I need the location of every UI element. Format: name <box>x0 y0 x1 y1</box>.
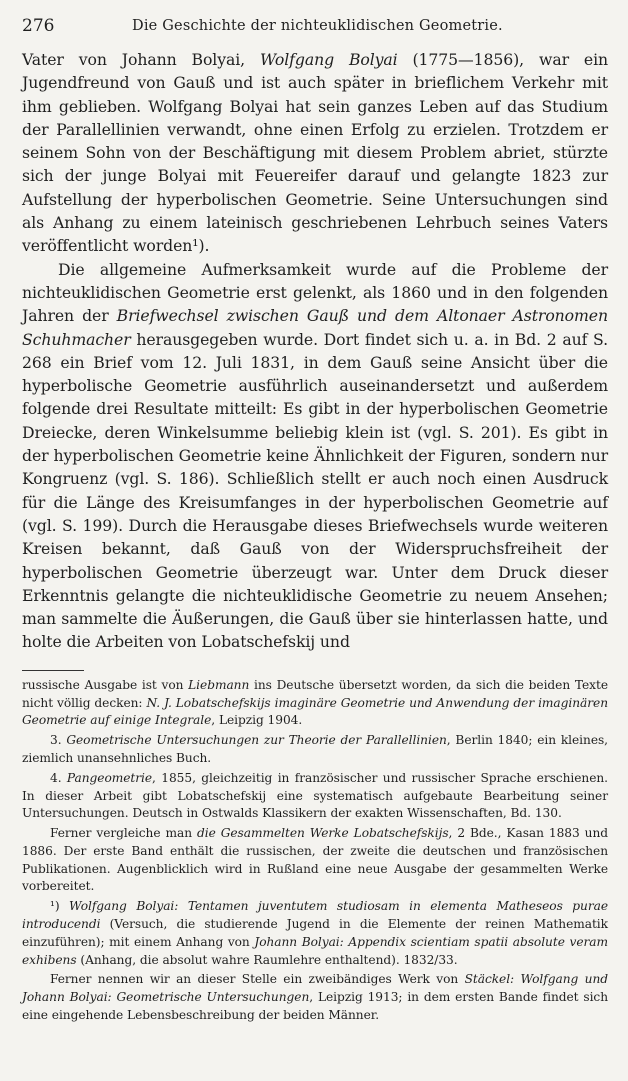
footnote-1-addendum <box>22 971 608 1024</box>
text-span: ¹) <box>50 899 70 914</box>
page-number: 276 <box>22 16 55 36</box>
footnotes <box>22 677 608 1025</box>
text-span: (Versuch, die studierende Jugend in die Elemente der reinen Mathematik einzuführen); mit einem Anhang von <box>22 917 608 949</box>
footnote-divider <box>22 670 84 671</box>
text-span: , Berlin 1840; ein kleines, ziemlich unansehnliches Buch. <box>22 733 609 765</box>
footnote-3 <box>22 732 608 768</box>
italic-span: Pangeometrie <box>66 770 153 785</box>
main-text <box>22 48 608 654</box>
text-span: , 1855, gleichzeitig in französischer und russischer Sprache erschienen. In dieser Arbeit gibt Lobatschefskij eine systematisch aufgebaute Bearbeitung seiner Untersuchungen. Deutsch in Ostwalds Klassikern der exakten Wissenschaften, Bd. 130. <box>22 770 608 821</box>
text-span: russische Ausgabe ist von <box>22 677 189 692</box>
italic-span: die Gesammelten Werke Lobatschefskijs <box>196 826 449 841</box>
italic-span: Wolfgang Bolyai <box>259 50 398 69</box>
italic-span: N. J. Lobatschefskijs imaginäre Geometrie und Anwendung der imaginären Geometrie auf einige Integrale <box>22 695 608 728</box>
italic-span: Briefwechsel zwischen Gauß und dem Altonaer Astronomen Schuhmacher <box>22 306 608 349</box>
footnote-4-addendum <box>22 825 608 896</box>
text-span: Ferner vergleiche man <box>50 826 197 841</box>
text-span: , Leipzig 1913; in dem ersten Bande findet sich eine eingehende Lebensbeschreibung der beiden Männer. <box>22 990 608 1023</box>
paragraph-2 <box>22 258 608 654</box>
text-span: 4. <box>50 770 67 785</box>
text-span: (1775—1856), war ein Jugendfreund von Gauß und ist auch später in brieflichem Verkehr mit ihm geblieben. Wolfgang Bolyai hat sein ganzes Leben auf das Studium der Parallellinien verwandt, ohne einen Erfolg zu erzielen. Trotzdem er seinem Sohn von der Beschäftigung mit diesem Problem abriet, stürzte sich der junge Bolyai mit Feuereifer darauf und gelangte 1823 zur Aufstellung der hyperbolischen Geometrie. Seine Untersuchungen sind als Anhang zu einem lateinisch geschriebenen Lehrbuch seines Vaters veröffentlicht worden¹). <box>22 50 609 256</box>
footnote-4 <box>22 770 608 823</box>
page-header <box>22 14 608 42</box>
running-head: Die Geschichte der nichteuklidischen Geometrie. <box>132 18 503 34</box>
italic-span: Geometrische Untersuchungen zur Theorie der Parallellinien <box>66 733 447 748</box>
italic-span: Wolfgang Bolyai: Tentamen juventutem studiosam in elementa Matheseos purae introducendi <box>22 899 608 932</box>
text-span: Die allgemeine Aufmerksamkeit wurde auf die Probleme der nichteuklidischen Geometrie erst gelenkt, als 1860 und in den folgenden Jahren der <box>22 259 608 326</box>
footnote-continued <box>22 677 608 730</box>
italic-span: Johann Bolyai: Appendix scientiam spatii absolute veram exhibens <box>22 934 608 967</box>
italic-span: Stäckel: Wolfgang und Johann Bolyai: Geometrische Untersuchungen <box>22 972 608 1005</box>
text-span: ins Deutsche übersetzt worden, da sich die beiden Texte nicht völlig decken: <box>22 677 609 710</box>
paragraph-1 <box>22 48 608 258</box>
footnote-1 <box>22 898 608 969</box>
text-span: , Leipzig 1904. <box>211 713 303 728</box>
text-span: herausgegeben wurde. Dort findet sich u. a. in Bd. 2 auf S. 268 ein Brief vom 12. Juli 1831, in dem Gauß seine Ansicht über die hyperbolische Geometrie ausführlich auseinandersetzt und außerdem folgende drei Resultate mitteilt: Es gibt in der hyperbolischen Geometrie Dreiecke, deren Winkelsumme beliebig klein ist (vgl. S. 201). Es gibt in der hyperbolischen Geometrie keine Ähnlichkeit der Figuren, sondern nur Kongruenz (vgl. S. 186). Schließlich stellt er auch noch einen Ausdruck für die Länge des Kreisumfanges in der hyperbolischen Geometrie auf (vgl. S. 199). Durch die Herausgabe dieses Briefwechsels wurde weiteren Kreisen bekannt, daß Gauß von der Widerspruchsfreiheit der hyperbolischen Geometrie überzeugt war. Unter dem Druck dieser Erkenntnis gelangte die nichteuklidische Geometrie zu neuem Ansehen; man sammelte die Äußerungen, die Gauß über sie hinterlassen hatte, und holte die Arbeiten von Lobatschefskij und <box>22 329 608 652</box>
text-span: Ferner nennen wir an dieser Stelle ein zweibändiges Werk von <box>50 972 465 987</box>
text-span: , 2 Bde., Kasan 1883 und 1886. Der erste Band enthält die russischen, der zweite die deutschen und französischen Publikationen. Augenblicklich wird in Rußland eine neue Ausgabe der gesammelten Werke vorbereitet. <box>22 826 609 894</box>
italic-span: Liebmann <box>188 677 250 692</box>
text-span: (Anhang, die absolut wahre Raumlehre enthaltend). 1832/33. <box>76 952 458 967</box>
text-span: Vater von Johann Bolyai, <box>22 50 260 69</box>
text-span: 3. <box>50 733 67 748</box>
